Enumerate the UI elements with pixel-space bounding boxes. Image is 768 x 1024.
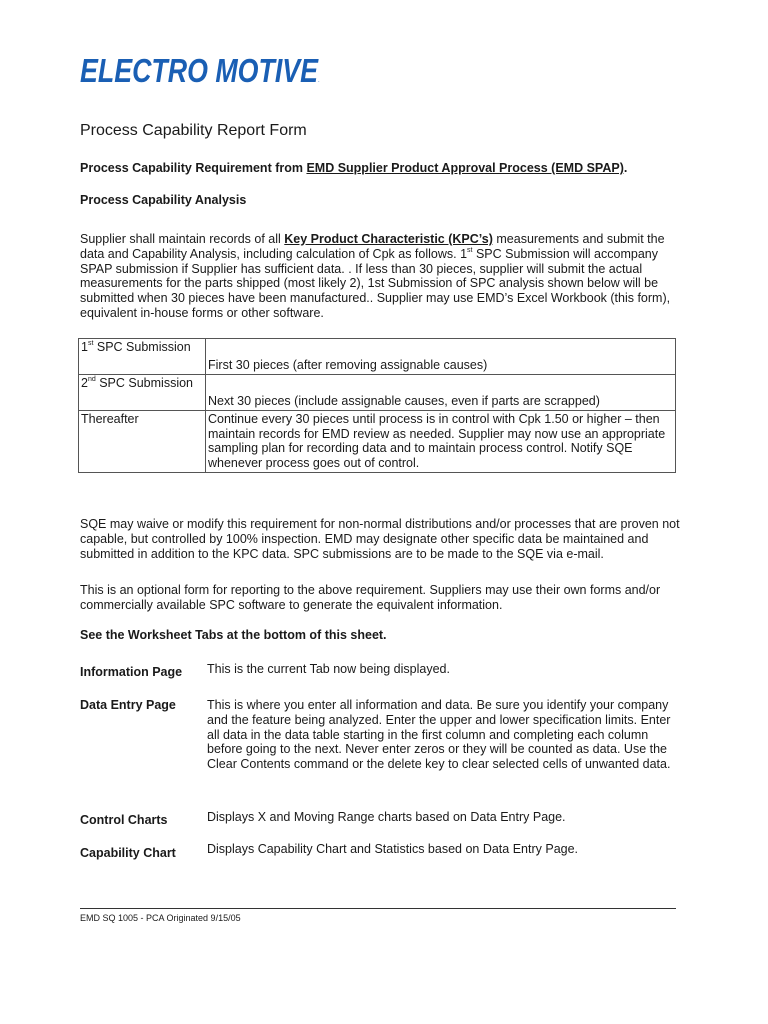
row3-desc-cell: [206, 411, 676, 473]
row2-label-cell: [79, 375, 206, 411]
sqe-paragraph: SQE may waive or modify this requirement for non-normal distributions and/or processes that are proven not capable, but controlled by 100% inspection. EMD may designate other specific data be maintained and submitted in addition to the KPC data. SPC submissions are to be made to the SQE via e-mail.: [80, 517, 680, 561]
row3-desc: Continue every 30 pieces until process is in control with Cpk 1.50 or higher – then maintain records for EMD review as needed. Supplier may now use an appropriate sampling plan for recording data and to maintain process control. Notify SQE whenever process goes out of control.: [208, 412, 666, 470]
row2-desc: Next 30 pieces (include assignable causes, even if parts are scrapped): [208, 393, 600, 408]
requirement-line: [80, 161, 627, 175]
row1-sup: st: [87, 339, 94, 347]
control-charts-label: Control Charts: [80, 813, 168, 827]
row2-num: 2: [81, 376, 88, 390]
row1-desc: First 30 pieces (after removing assignable causes): [208, 357, 488, 372]
table-row: [79, 375, 676, 411]
table-row: [79, 411, 676, 473]
intro-text-2: measurements and submit the data and Capability Analysis, including calculation of Cpk as follows. 1: [80, 232, 665, 261]
intro-paragraph: [80, 232, 680, 321]
row2-sup: nd: [87, 375, 96, 383]
data-entry-label: Data Entry Page: [80, 698, 176, 712]
logo-text: ELECTRO MOTIVE: [80, 52, 319, 89]
footer-divider: [80, 908, 676, 909]
footer-text: EMD SQ 1005 - PCA Originated 9/15/05: [80, 913, 241, 923]
page-title: Process Capability Report Form: [80, 122, 307, 139]
row2-label: SPC Submission: [95, 376, 194, 390]
row1-num: 1: [81, 340, 88, 354]
row2-desc-cell: [206, 375, 676, 411]
analysis-heading: Process Capability Analysis: [80, 193, 247, 207]
requirement-suffix: .: [623, 161, 628, 175]
spap-link[interactable]: EMD Supplier Product Approval Process (EMD SPAP): [306, 161, 624, 175]
intro-text-1: Supplier shall maintain records of all: [80, 232, 285, 246]
row3-label-cell: [79, 411, 206, 473]
kpc-term: Key Product Characteristic (KPC’s): [284, 232, 493, 246]
data-entry-desc: This is where you enter all information and data. Be sure you identify your company and the feature being analyzed. Enter the upper and lower specification limits. Enter all data in the data table starting in the first column and completing each column before going to the next. Never enter zeros or they will be counted as data. Use the Clear Contents command or the delete key to clear selected cells of unwanted data.: [207, 698, 671, 772]
electro-motive-logo: [80, 52, 325, 90]
control-charts-desc: Displays X and Moving Range charts based on Data Entry Page.: [207, 810, 566, 824]
row3-label: Thereafter: [81, 412, 139, 426]
intro-sup: st: [467, 246, 473, 254]
info-page-desc: This is the current Tab now being displayed.: [207, 662, 450, 676]
intro-text-3: SPC Submission will accompany SPAP submission if Supplier has sufficient data. . If less than 30 pieces, supplier will submit the actual measurements for the parts shipped (most likely 2), 1st Submission of SPC analysis shown below will be submitted when 30 pieces have been manufactured.. Supplier may use EMD’s Excel Workbook (this form), equivalent in-house forms or other software.: [80, 246, 671, 320]
spc-submission-table: [78, 338, 676, 473]
row1-label: SPC Submission: [93, 340, 191, 354]
info-page-label: Information Page: [80, 665, 183, 679]
row1-desc-cell: [206, 339, 676, 375]
table-row: [79, 339, 676, 375]
svg-text:.: .: [318, 78, 320, 84]
row1-label-cell: [79, 339, 206, 375]
tabs-heading: See the Worksheet Tabs at the bottom of this sheet.: [80, 628, 387, 642]
capability-chart-desc: Displays Capability Chart and Statistics based on Data Entry Page.: [207, 842, 579, 856]
capability-chart-label: Capability Chart: [80, 846, 176, 860]
requirement-prefix: Process Capability Requirement from: [80, 161, 307, 175]
optional-paragraph: This is an optional form for reporting to the above requirement. Suppliers may use their own forms and/or commercially available SPC software to generate the equivalent information.: [80, 583, 661, 612]
